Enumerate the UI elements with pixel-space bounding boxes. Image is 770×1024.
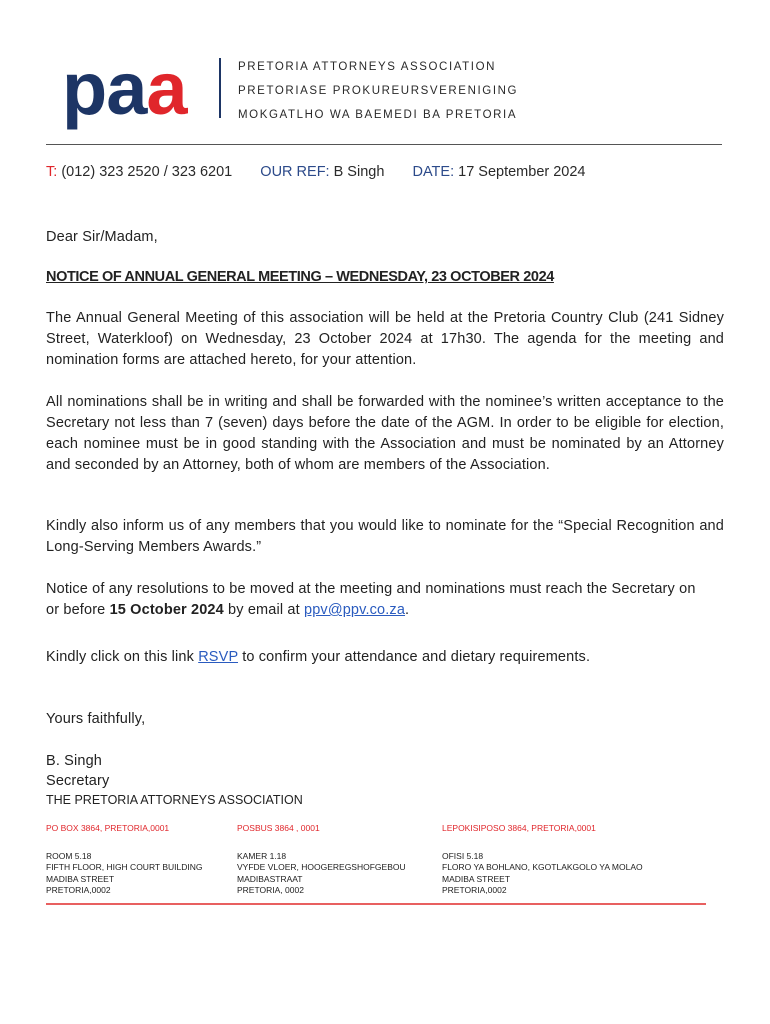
header-divider bbox=[46, 144, 722, 145]
email-link[interactable]: ppv@ppv.co.za bbox=[304, 602, 406, 618]
tel-label: T: bbox=[46, 164, 58, 180]
organisation-name: THE PRETORIA ATTORNEYS ASSOCIATION bbox=[46, 793, 303, 807]
address-column-setswana: LEPOKISIPOSO 3864, PRETORIA,0001 OFISI 5.18 FLORO YA BOHLANO, KGOTLAKGOLO YA MOLAO MADIBA STREET PRETORIA,0002 bbox=[442, 823, 643, 895]
deadline-date: 15 October 2024 bbox=[109, 602, 224, 618]
ref-value: B Singh bbox=[333, 164, 385, 180]
association-name-af: PRETORIASE PROKUREURSVERENIGING bbox=[238, 85, 519, 97]
po-box-en: PO BOX 3864, PRETORIA,0001 bbox=[46, 823, 170, 833]
po-box-af: POSBUS 3864 , 0001 bbox=[237, 823, 320, 833]
salutation: Dear Sir/Madam, bbox=[46, 229, 158, 245]
tel-value: (012) 323 2520 / 323 6201 bbox=[61, 164, 233, 180]
meta-line bbox=[46, 164, 586, 180]
association-name-tn: MOKGATLHO WA BAEMEDI BA PRETORIA bbox=[238, 109, 518, 121]
rsvp-link[interactable]: RSVP bbox=[198, 649, 239, 665]
paragraph-2: All nominations shall be in writing and shall be forwarded with the nominee’s written acceptance to the Secretary not less than 7 (seven) days before the date of the AGM. In order to be eligible for election, each nominee must be in good standing with the Association and must be nominated by an Attorney and seconded by an Attorney, both of whom are members of the Association. bbox=[46, 394, 724, 473]
ref-label: OUR REF: bbox=[260, 164, 330, 180]
paragraph-5: Kindly click on this link RSVP to confirm your attendance and dietary requirements. bbox=[46, 649, 591, 665]
association-names bbox=[238, 55, 518, 127]
paragraph-4: Notice of any resolutions to be moved at the meeting and nominations must reach the Secretary on or before 15 October 2024 by email at ppv@ppv.co.za. bbox=[46, 581, 696, 618]
signer-name: B. Singh bbox=[46, 753, 103, 769]
paragraph-3: Kindly also inform us of any members that you would like to nominate for the “Special Recognition and Long-Serving Members Awards.” bbox=[46, 518, 724, 555]
association-name-en: PRETORIA ATTORNEYS ASSOCIATION bbox=[238, 61, 497, 73]
address-column-afrikaans: POSBUS 3864 , 0001 KAMER 1.18 VYFDE VLOER, HOOGEREGSHOFGEBOU MADIBASTRAAT PRETORIA, 0002 bbox=[237, 823, 406, 895]
paragraph-1: The Annual General Meeting of this association will be held at the Pretoria Country Club (241 Sidney Street, Waterkloof) on Wednesday, 23 October 2024 at 17h30. The agenda for the meeting and nomination forms are attached hereto, for your attention. bbox=[46, 310, 724, 368]
date-label: DATE: bbox=[412, 164, 455, 180]
po-box-tn: LEPOKISIPOSO 3864, PRETORIA,0001 bbox=[442, 823, 596, 833]
logo-divider bbox=[219, 58, 221, 118]
notice-heading: NOTICE OF ANNUAL GENERAL MEETING – WEDNESDAY, 23 OCTOBER 2024 bbox=[46, 269, 554, 285]
paa-logo: paa bbox=[62, 47, 187, 130]
signer-title: Secretary bbox=[46, 773, 110, 789]
address-column-english: PO BOX 3864, PRETORIA,0001 ROOM 5.18 FIFTH FLOOR, HIGH COURT BUILDING MADIBA STREET PRETORIA,0002 bbox=[46, 823, 203, 895]
closing: Yours faithfully, bbox=[46, 711, 146, 727]
date-value: 17 September 2024 bbox=[458, 164, 586, 180]
footer-divider bbox=[46, 903, 706, 905]
